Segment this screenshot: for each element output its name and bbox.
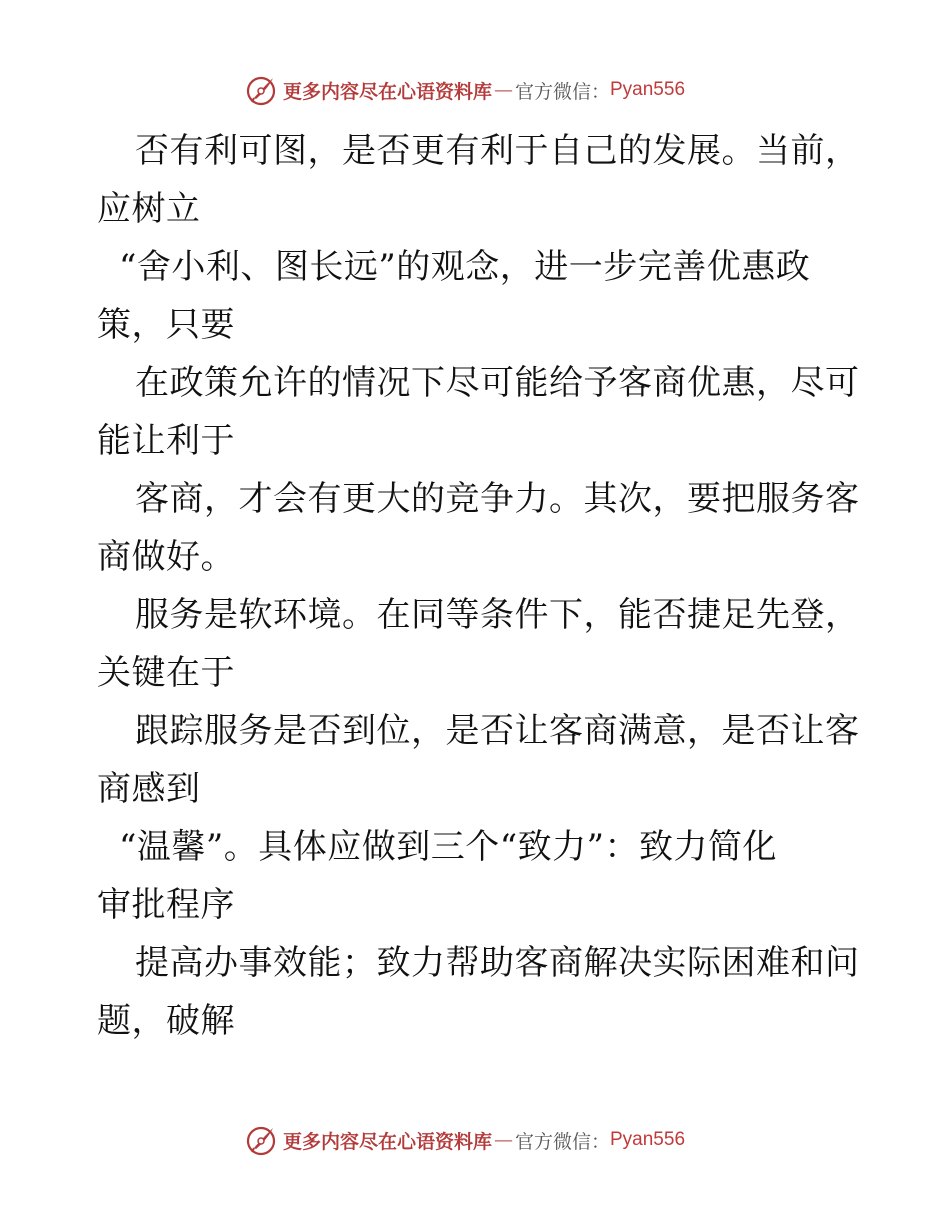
paragraph — [97, 818, 857, 934]
watermark-wechat-id: Pyan556 — [610, 79, 686, 100]
paragraph — [97, 354, 860, 470]
watermark-wechat-id: Pyan556 — [610, 1129, 686, 1150]
quill-pen-logo-icon — [245, 1124, 277, 1156]
text-line: 策，只要 — [97, 305, 235, 345]
watermark-wechat-label: 官方微信： — [514, 80, 610, 103]
text-line: “温馨”。具体应做到三个“致力”：致力简化 — [119, 827, 778, 867]
text-line: 商感到 — [97, 769, 201, 809]
watermark-main-text: 更多内容尽在心语资料库 — [282, 80, 492, 103]
text-line: 关键在于 — [97, 653, 235, 693]
text-line: 否有利可图，是否更有利于自己的发展。当前， — [135, 131, 860, 171]
text-line: 商做好。 — [97, 537, 235, 577]
watermark-separator: — — [493, 1129, 513, 1151]
text-line: 审批程序 — [97, 885, 235, 925]
document-body — [97, 122, 860, 1050]
quill-pen-logo-icon — [245, 74, 277, 106]
paragraph — [97, 122, 860, 238]
paragraph — [97, 702, 860, 818]
text-line: 提高办事效能；致力帮助客商解决实际困难和问 — [135, 943, 860, 983]
paragraph — [97, 238, 857, 354]
text-line: 客商，才会有更大的竞争力。其次，要把服务客 — [135, 479, 860, 519]
watermark-separator: — — [493, 79, 513, 101]
watermark-wechat-label: 官方微信： — [514, 1130, 610, 1153]
text-line: 在政策允许的情况下尽可能给予客商优惠，尽可 — [135, 363, 860, 403]
paragraph — [97, 586, 860, 702]
watermark-main-text: 更多内容尽在心语资料库 — [282, 1130, 492, 1153]
paragraph — [97, 470, 860, 586]
text-line: “舍小利、图长远”的观念，进一步完善优惠政 — [119, 247, 811, 287]
text-line: 跟踪服务是否到位，是否让客商满意，是否让客 — [135, 711, 860, 751]
text-line: 应树立 — [97, 189, 201, 229]
paragraph — [97, 934, 860, 1050]
header-watermark — [0, 70, 950, 110]
footer-watermark — [0, 1120, 950, 1160]
text-line: 服务是软环境。在同等条件下，能否捷足先登， — [135, 595, 860, 635]
text-line: 题，破解 — [97, 1001, 235, 1041]
text-line: 能让利于 — [97, 421, 235, 461]
